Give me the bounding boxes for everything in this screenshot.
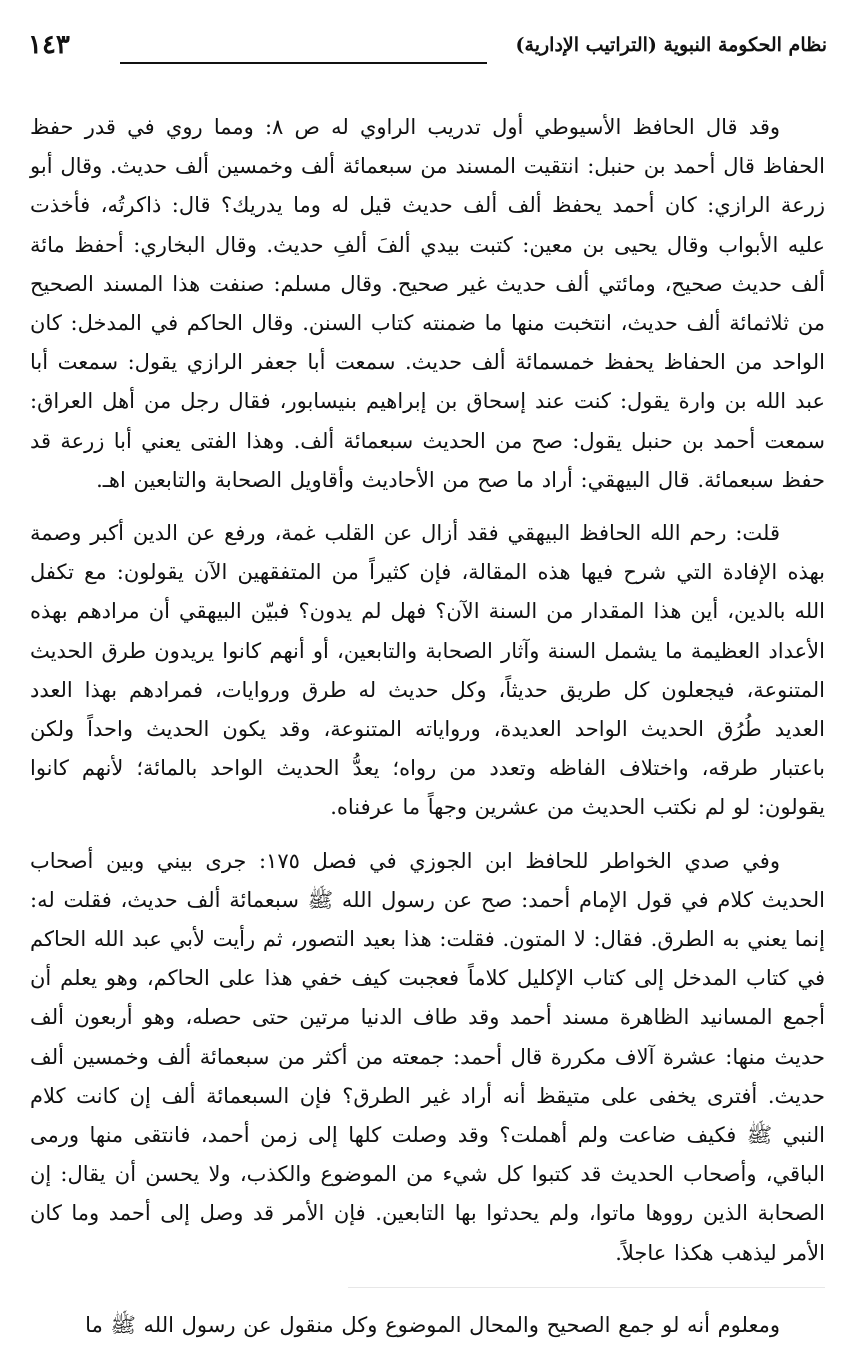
page-header bbox=[28, 30, 827, 76]
paragraph-3: وفي صدي الخواطر للحافظ ابن الجوزي في فصل ١٧٥: جرى بيني وبين أصحاب الحديث كلام في قول الإمام أحمد: صح عن رسول الله ﷺ سبعمائة ألف حديث، فقلت له: إنما يعني به الطرق. فقال: لا المتون. فقلت: هذا بعيد التصور، ثم رأيت لأبي عبد الله الحاكم في كتاب المدخل إلى كتاب الإكليل كلاماً فعجبت كيف خفي هذا على الحاكم، وهو يعلم أن أجمع المسانيد الظاهرة مسند أحمد وقد طاف الدنيا مرتين حتى حصله، وهو أربعون ألف حديث منها: عشرة آلاف مكررة قال أحمد: جمعته من أكثر من سبعمائة ألف وخمسين ألف حديث. أفترى يخفى على متيقظ أنه أراد غير الطرق؟ فإن السبعمائة ألف إن كانت كلام النبي ﷺ فكيف ضاعت ولم أهملت؟ وقد وصلت كلها إلى زمن أحمد، فانتقى منها ورمى الباقي، وأصحاب الحديث قد كتبوا كل شيء من الموضوع والكذب، ولا يحسن أن يقال: إن الصحابة الذين رووها ماتوا، ولم يحدثوا بها التابعين. فإن الأمر قد وصل إلى أحمد وما كان الأمر ليذهب هكذا عاجلاً. bbox=[30, 848, 825, 1265]
paragraph-1: وقد قال الحافظ الأسيوطي أول تدريب الراوي له ص ٨: ومما روي في قدر حفظ الحفاظ قال أحمد بن حنبل: انتقيت المسند من سبعمائة ألف وخمسين ألف حديث. وقال أبو زرعة الرازي: كان أحمد يحفظ ألف ألف حديث قيل له وما يدريك؟ قال: ذاكرتُه، فأخذت عليه الأبواب وقال يحيى بن معين: كتبت بيدي ألفَ ألفِ حديث. وقال البخاري: أحفظ مائة ألف حديث صحيح، ومائتي ألف حديث غير صحيح. وقال مسلم: صنفت هذا المسند الصحيح من ثلاثمائة ألف حديث، انتخبت منها ما ضمنته كتاب السنن. وقال الحاكم في المدخل: كان الواحد من الحفاظ يحفظ خمسمائة ألف حديث. سمعت أبا جعفر الرازي يقول: سمعت أبا عبد الله بن وارة يقول: كنت عند إسحاق بن إبراهيم بنيسابور، فقال رجل من أهل العراق: سمعت أحمد بن حنبل يقول: صح من الحديث سبعمائة ألف. وهذا الفتى يعني أبا زرعة قد حفظ سبعمائة. قال البيهقي: أراد ما صح من الأحاديث وأقاويل الصحابة والتابعين اهـ. bbox=[30, 115, 825, 492]
header-rule bbox=[120, 62, 487, 64]
paragraph-divider bbox=[348, 1287, 825, 1288]
page-number: ١٤٣ bbox=[28, 30, 70, 60]
page-body bbox=[30, 108, 825, 1348]
paragraph-2: قلت: رحم الله الحافظ البيهقي فقد أزال عن القلب غمة، ورفع عن الدين أكبر وصمة بهذه الإفادة التي شرح فيها هذه المقالة، فإن كثيراً من المتفقهين الآن يقولون: مع تكفل الله بالدين، أين هذا المقدار من السنة الآن؟ فهل لم يدون؟ فبيّن البيهقي أن مرادهم بهذه الأعداد العظيمة ما يشمل السنة وآثار الصحابة والتابعين، أو أنهم كانوا يريدون طرق الحديث المتنوعة، فيجعلون كل طريق حديثاً، وكل حديث له طرق وروايات، فمرادهم بهذا العدد العديد طُرُق الحديث الواحد العديدة، ورواياته المتنوعة، وقد يكون الحديث واحداً ولكن باعتبار طرقه، واختلاف الفاظه وتعدد من رواه؛ يعدُّ الحديث الواحد بالمائة؛ لأنهم كانوا يقولون: لو لم نكتب الحديث من عشرين وجهاً ما عرفناه. bbox=[30, 521, 825, 820]
running-title: نظام الحكومة النبوية (التراتيب الإدارية) bbox=[515, 34, 827, 56]
paragraph-4: ومعلوم أنه لو جمع الصحيح والمحال الموضوع وكل منقول عن رسول الله ﷺ ما bbox=[85, 1312, 780, 1337]
